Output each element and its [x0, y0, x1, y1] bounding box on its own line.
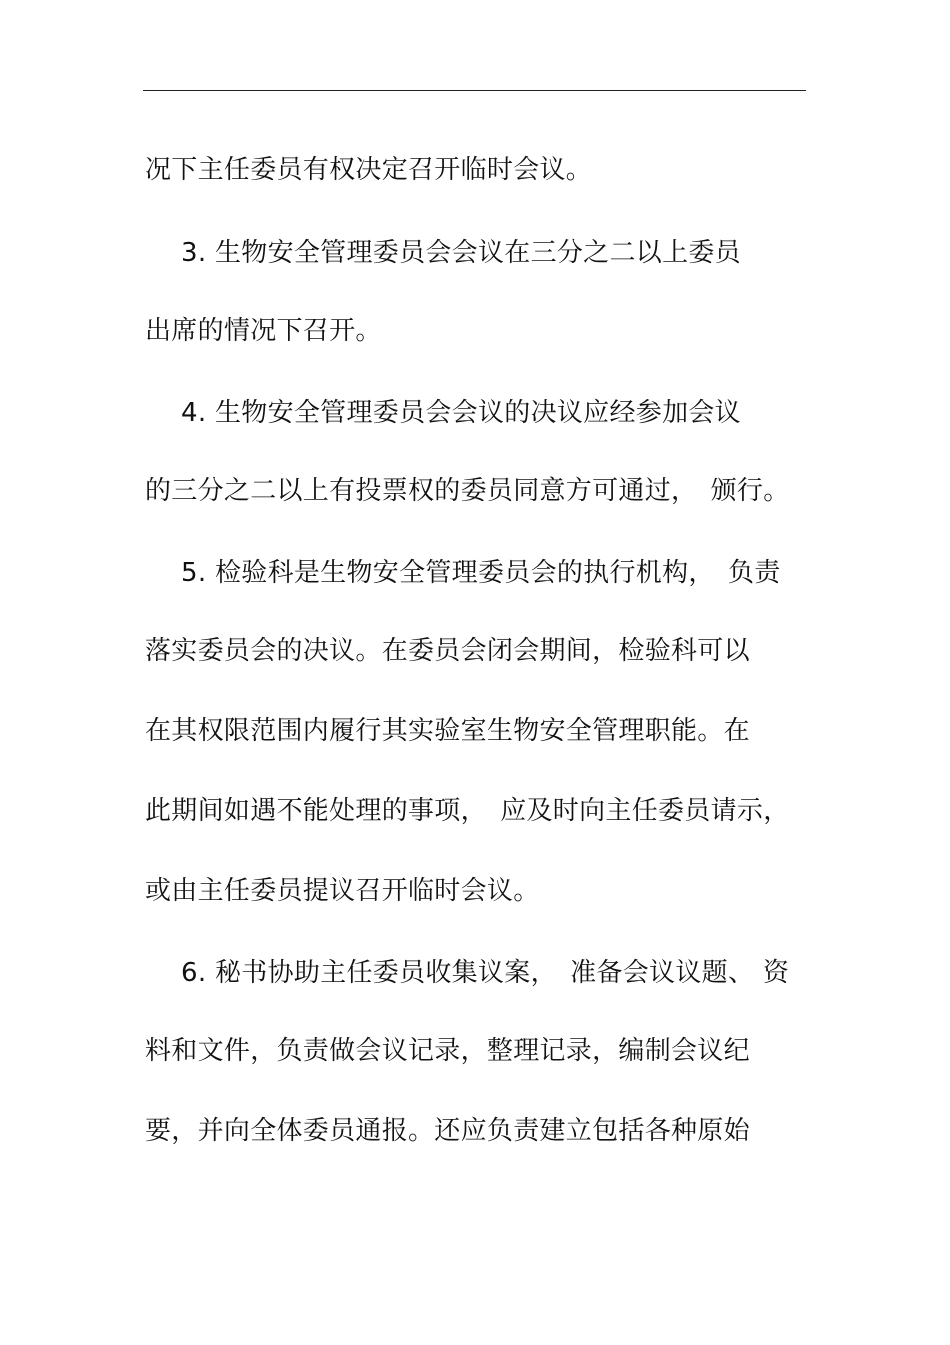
text-line: 在其权限范围内履行其实验室生物安全管理职能。在 [145, 716, 750, 746]
text-line-item-3: 3. 生物安全管理委员会会议在三分之二以上委员 [181, 238, 741, 268]
text-line: 出席的情况下召开。 [145, 316, 382, 346]
text-line: 况下主任委员有权决定召开临时会议。 [145, 155, 593, 185]
text-line: 要，并向全体委员通报。还应负责建立包括各种原始 [145, 1116, 750, 1146]
text-line: 料和文件，负责做会议记录，整理记录，编制会议纪 [145, 1036, 750, 1066]
text-line-item-5: 5. 检验科是生物安全管理委员会的执行机构， 负责 [181, 558, 781, 588]
text-line: 或由主任委员提议召开临时会议。 [145, 876, 540, 906]
text-line-item-4: 4. 生物安全管理委员会会议的决议应经参加会议 [181, 398, 741, 428]
text-line: 的三分之二以上有投票权的委员同意方可通过， 颁行。 [145, 476, 790, 506]
text-line: 此期间如遇不能处理的事项， 应及时向主任委员请示， [145, 796, 790, 826]
header-rule [143, 90, 806, 91]
text-line: 落实委员会的决议。在委员会闭会期间，检验科可以 [145, 636, 750, 666]
text-line-item-6: 6. 秘书协助主任委员收集议案， 准备会议议题、 资 [181, 958, 790, 988]
